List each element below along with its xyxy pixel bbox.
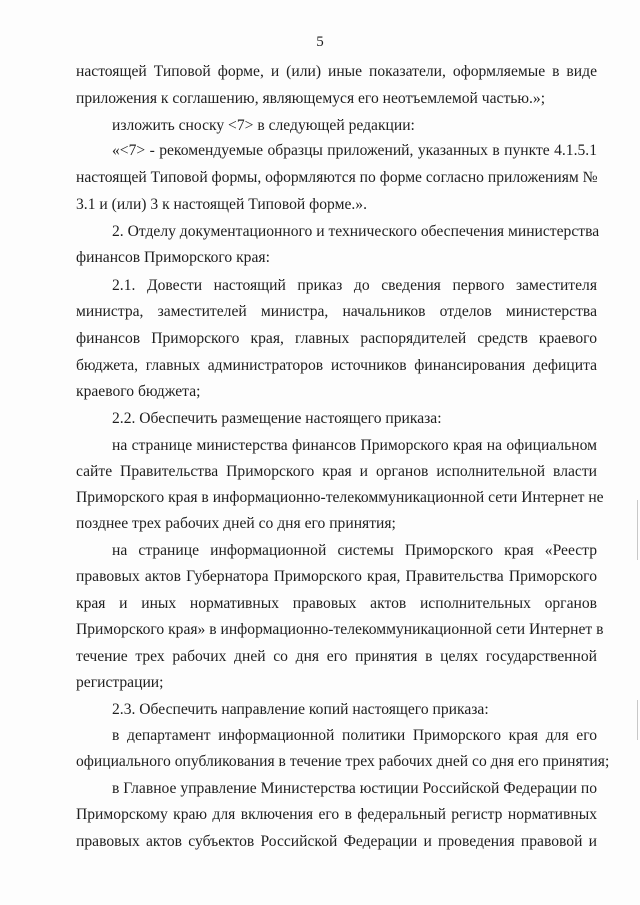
text-line: правовых актов Губернатора Приморского края, Правительства Приморского xyxy=(76,568,597,585)
text-line: правовых актов субъектов Российской Федерации и проведения правовой и xyxy=(76,833,597,850)
text-line: 2.1. Довести настоящий приказ до сведения первого заместителя xyxy=(112,277,597,294)
text-line: Приморскому краю для включения его в федеральный регистр нормативных xyxy=(76,806,597,823)
text-line: края и иных нормативных правовых актов исполнительных органов xyxy=(76,595,597,612)
text-line: приложения к соглашению, являющемуся его неотъемлемой частью.»; xyxy=(76,90,546,107)
scan-edge-mark xyxy=(637,500,638,560)
text-line: на странице информационной системы Приморского края «Реестр xyxy=(112,542,597,559)
text-line: 2. Отделу документационного и технического обеспечения министерства xyxy=(112,223,600,240)
text-line: Приморского края» в информационно-телекоммуникационной сети Интернет в xyxy=(76,621,604,638)
text-line: финансов Приморского края: xyxy=(76,249,270,266)
text-line: течение трех рабочих дней со дня его принятия в целях государственной xyxy=(76,648,597,665)
text-line: бюджета, главных администраторов источников финансирования дефицита xyxy=(76,357,597,374)
text-line: на странице министерства финансов Приморского края на официальном xyxy=(112,437,597,454)
text-line: 3.1 и (или) 3 к настоящей Типовой форме.». xyxy=(76,196,367,213)
text-line: настоящей Типовой форме, и (или) иные показатели, оформляемые в виде xyxy=(76,63,597,80)
text-line: в Главное управление Министерства юстиции Российской Федерации по xyxy=(112,780,597,797)
text-line: финансов Приморского края, главных распорядителей средств краевого xyxy=(76,330,597,347)
text-line: 2.3. Обеспечить направление копий настоящего приказа: xyxy=(112,701,489,718)
text-line: официального опубликования в течение трех рабочих дней со дня его принятия; xyxy=(76,753,610,770)
text-line: регистрации; xyxy=(76,674,164,691)
text-line: изложить сноску <7> в следующей редакции: xyxy=(112,117,415,134)
text-line: Приморского края в информационно-телекоммуникационной сети Интернет не xyxy=(76,489,604,506)
text-line: сайте Правительства Приморского края и органов исполнительной власти xyxy=(76,463,597,480)
text-line: позднее трех рабочих дней со дня его принятия; xyxy=(76,515,396,532)
text-line: «<7> - рекомендуемые образцы приложений, указанных в пункте 4.1.5.1 xyxy=(112,142,597,159)
scan-edge-mark xyxy=(637,700,638,740)
text-line: 2.2. Обеспечить размещение настоящего приказа: xyxy=(112,410,442,427)
text-line: министра, заместителей министра, начальников отделов министерства xyxy=(76,303,597,320)
text-line: краевого бюджета; xyxy=(76,383,201,400)
page-number: 5 xyxy=(316,34,324,50)
text-line: настоящей Типовой формы, оформляются по форме согласно приложениям № xyxy=(76,169,598,186)
text-line: в департамент информационной политики Приморского края для его xyxy=(112,727,597,744)
